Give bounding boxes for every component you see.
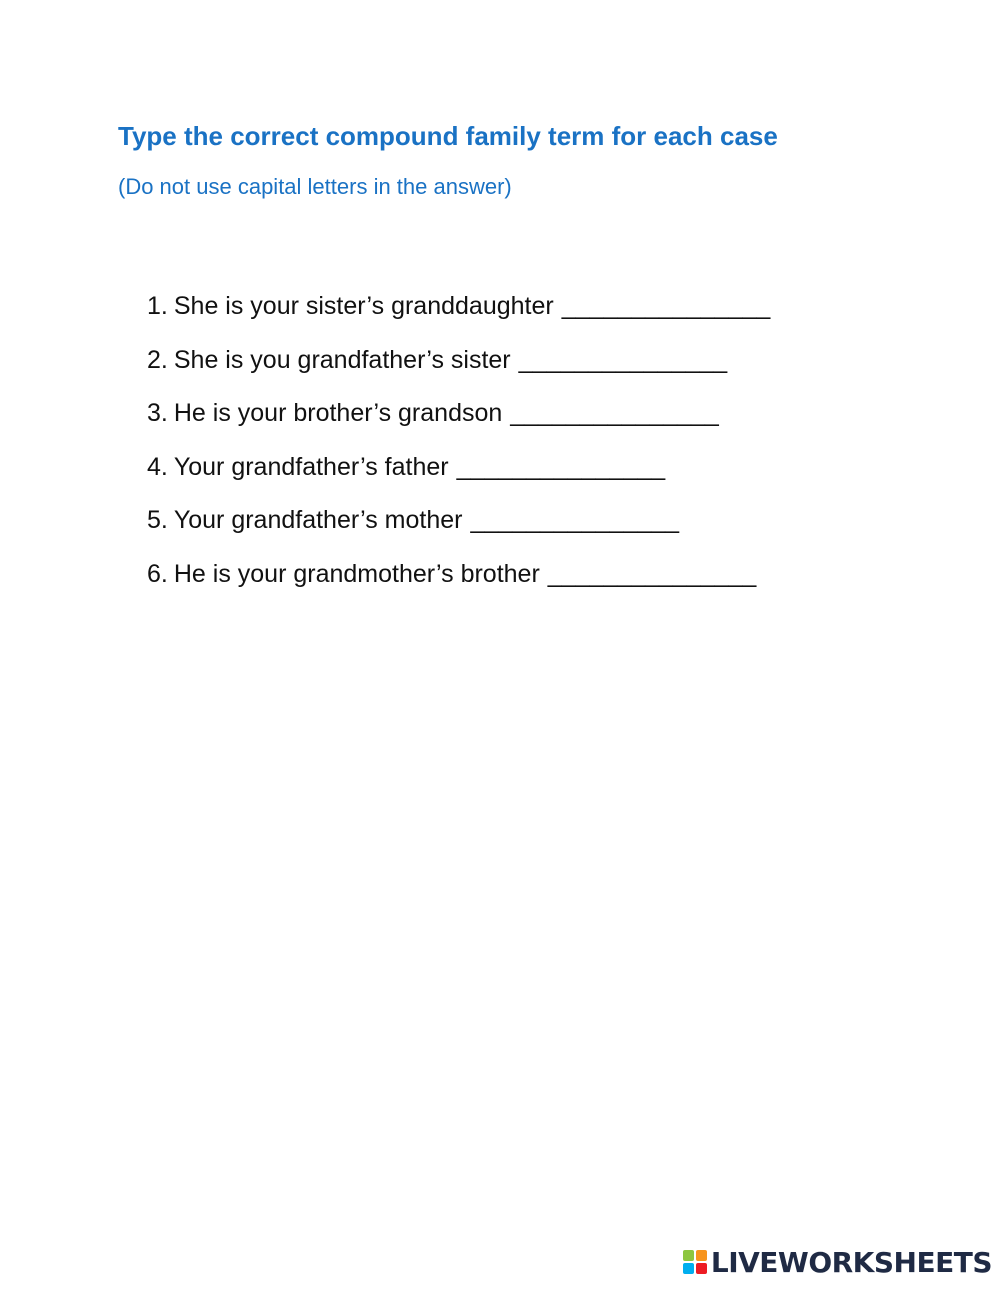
question-number: 5. <box>147 506 168 534</box>
question-number: 3. <box>147 399 168 427</box>
question-list <box>147 292 770 613</box>
logo-wordmark: LIVEWORKSHEETS <box>710 1245 992 1279</box>
logo-square <box>683 1250 694 1261</box>
question-text: She is you grandfather’s sister <box>173 345 511 374</box>
answer-blank[interactable]: _______________ <box>510 399 719 427</box>
question-text: He is your grandmother’s brother <box>173 559 540 588</box>
logo-square <box>683 1263 694 1274</box>
question-text: Your grandfather’s mother <box>173 506 463 534</box>
question-item <box>147 399 770 453</box>
question-number: 6. <box>147 559 168 588</box>
question-number: 4. <box>147 452 168 481</box>
question-number: 1. <box>147 292 168 320</box>
logo-square <box>696 1263 707 1274</box>
question-text: She is your sister’s granddaughter <box>173 292 554 320</box>
worksheet-title: Type the correct compound family term for each case <box>118 121 778 151</box>
question-text: Your grandfather’s father <box>173 452 449 481</box>
question-item <box>147 346 770 400</box>
worksheet-instructions: (Do not use capital letters in the answer) <box>118 174 512 199</box>
question-item <box>147 560 770 614</box>
answer-blank[interactable]: _______________ <box>456 452 666 481</box>
answer-blank[interactable]: _______________ <box>518 345 728 374</box>
question-item <box>147 506 770 560</box>
question-number: 2. <box>147 345 168 374</box>
logo-square <box>696 1250 707 1261</box>
liveworksheets-logo <box>683 1247 992 1277</box>
answer-blank[interactable]: _______________ <box>561 292 771 320</box>
liveworksheets-logo-icon <box>683 1250 707 1274</box>
answer-blank[interactable]: _______________ <box>470 506 680 534</box>
question-item <box>147 292 770 346</box>
answer-blank[interactable]: _______________ <box>547 559 757 588</box>
question-item <box>147 453 770 507</box>
question-text: He is your brother’s grandson <box>173 399 503 427</box>
